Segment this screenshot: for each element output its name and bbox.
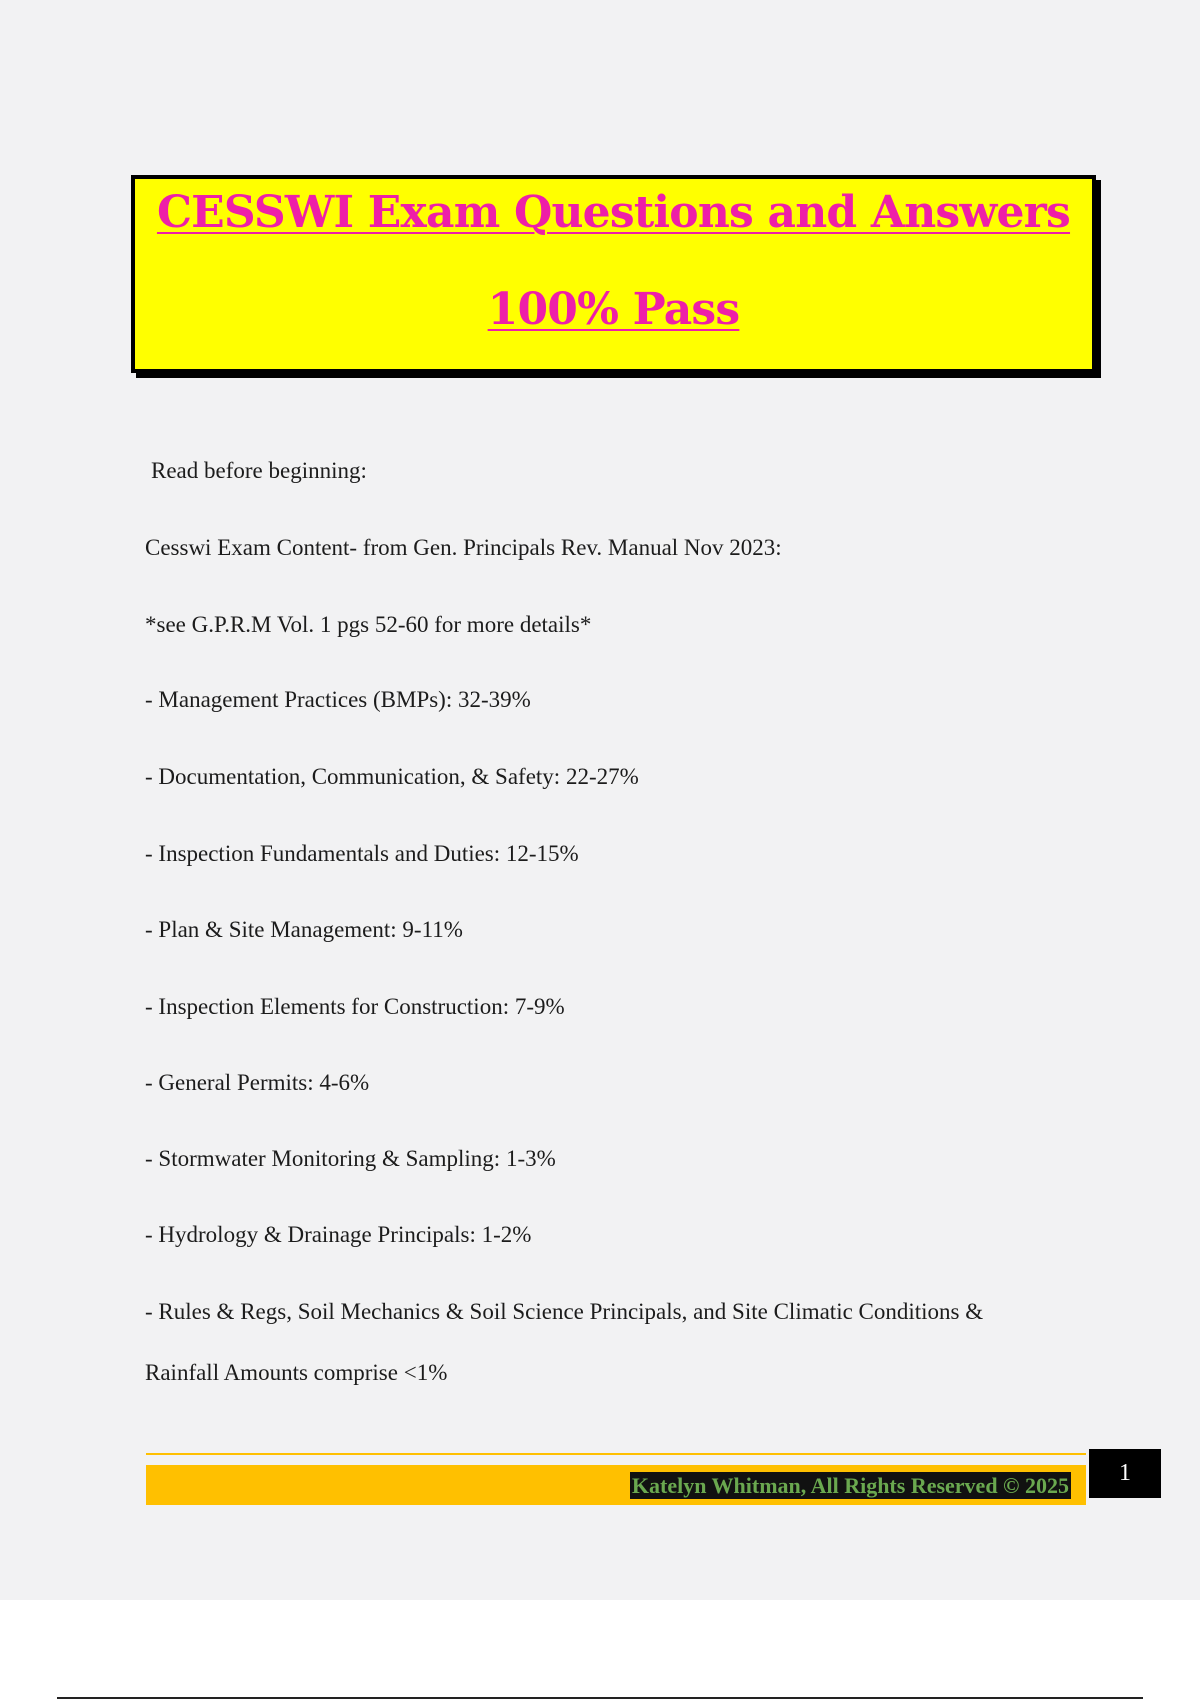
list-item: - Inspection Elements for Construction: 7-9% bbox=[145, 994, 565, 1019]
footer-bar bbox=[146, 1465, 1086, 1505]
page-number: 1 bbox=[1089, 1449, 1161, 1498]
list-item: - Inspection Fundamentals and Duties: 12-15% bbox=[145, 841, 579, 866]
list-item: - Rules & Regs, Soil Mechanics & Soil Science Principals, and Site Climatic Conditions & bbox=[145, 1299, 984, 1324]
content-heading: Cesswi Exam Content- from Gen. Principals Rev. Manual Nov 2023: bbox=[145, 535, 782, 560]
list-item: - Management Practices (BMPs): 32-39% bbox=[145, 687, 531, 712]
list-item: - Plan & Site Management: 9-11% bbox=[145, 917, 463, 942]
title-line-2: 100% Pass bbox=[487, 284, 740, 335]
list-item-continuation: Rainfall Amounts comprise <1% bbox=[145, 1360, 448, 1385]
list-item: - Hydrology & Drainage Principals: 1-2% bbox=[145, 1222, 532, 1247]
title-box bbox=[131, 175, 1096, 373]
list-item: - Documentation, Communication, & Safety: 22-27% bbox=[145, 764, 639, 789]
footer-credit: Katelyn Whitman, All Rights Reserved © 2025 bbox=[631, 1473, 1069, 1498]
list-item: - Stormwater Monitoring & Sampling: 1-3% bbox=[145, 1146, 556, 1171]
footer-divider bbox=[146, 1453, 1086, 1455]
list-item: - General Permits: 4-6% bbox=[145, 1070, 370, 1095]
title-line-1: CESSWI Exam Questions and Answers bbox=[156, 187, 1071, 238]
intro-text: Read before beginning: bbox=[151, 458, 367, 483]
bottom-divider bbox=[57, 1697, 1143, 1699]
see-note: *see G.P.R.M Vol. 1 pgs 52-60 for more details* bbox=[145, 612, 592, 637]
